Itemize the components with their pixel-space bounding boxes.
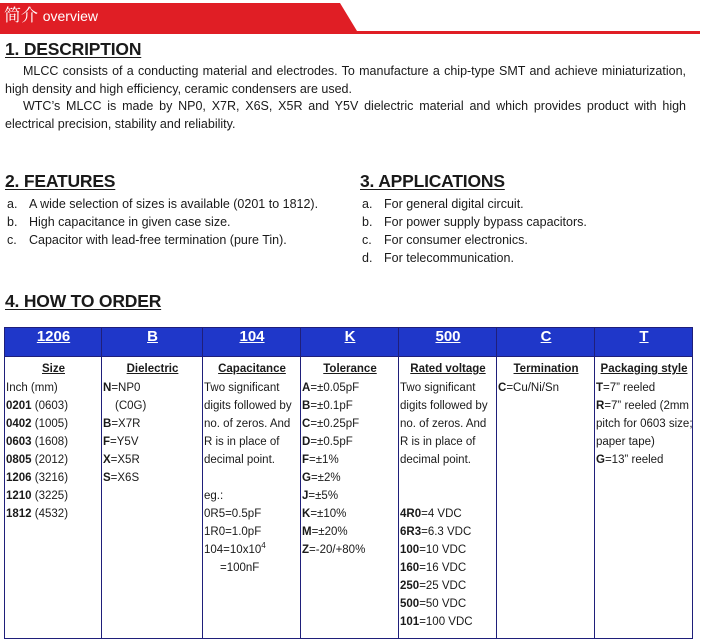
voltage-desc: digits followed by (400, 400, 488, 412)
feature-item: c. Capacitor with lead-free termination (pure Tin). (7, 233, 287, 247)
dielectric-row: B=X7R (103, 418, 141, 430)
code-tolerance: K (301, 328, 399, 357)
voltage-column (399, 357, 497, 639)
code-capacitance: 104 (203, 328, 301, 357)
packaging-row: pitch for 0603 size; (596, 418, 693, 430)
order-heading: 4. HOW TO ORDER (5, 291, 162, 311)
tolerance-row: K=±10% (302, 508, 347, 520)
packaging-row: R=7” reeled (2mm (596, 400, 689, 412)
capacitance-example: =100nF (220, 562, 260, 574)
size-column (5, 357, 102, 639)
application-item: d. For telecommunication. (362, 251, 514, 265)
features-list (7, 195, 318, 249)
description-heading: 1. DESCRIPTION (5, 39, 142, 59)
tolerance-row: D=±0.5pF (302, 436, 353, 448)
applications-heading: 3. APPLICATIONS (360, 171, 505, 191)
capacitance-desc: no. of zeros. And (204, 418, 291, 430)
voltage-row: 101=100 VDC (400, 616, 473, 628)
tolerance-row: F=±1% (302, 454, 339, 466)
packaging-row: paper tape) (596, 436, 655, 448)
packaging-column (595, 357, 693, 639)
code-voltage: 500 (399, 328, 497, 357)
banner-cn: 简介 (4, 6, 38, 25)
size-row: 1206 (3216) (6, 472, 69, 484)
termination-title: Termination (513, 363, 579, 375)
capacitance-title: Capacitance (218, 363, 286, 375)
banner-en: overview (42, 8, 98, 24)
code-dielectric: B (102, 328, 203, 357)
voltage-desc: no. of zeros. And (400, 418, 487, 430)
capacitance-desc: decimal point. (204, 454, 275, 466)
size-row: 0805 (2012) (6, 454, 69, 466)
features-heading: 2. FEATURES (5, 171, 116, 191)
size-title: Size (41, 363, 65, 375)
size-unit: Inch (mm) (6, 382, 58, 394)
voltage-title: Rated voltage (410, 363, 486, 375)
capacitance-eg: eg.: (204, 490, 224, 502)
feature-item: b. High capacitance in given case size. (7, 215, 231, 229)
applications-list (362, 195, 587, 267)
feature-item: a. A wide selection of sizes is available (0201 to 1812). (7, 197, 319, 211)
capacitance-column (203, 357, 301, 639)
voltage-row: 250=25 VDC (400, 580, 467, 592)
capacitance-desc: Two significant (204, 382, 280, 394)
packaging-title: Packaging style (600, 363, 688, 375)
banner-shape (0, 3, 700, 34)
packaging-row: G=13” reeled (596, 454, 664, 466)
termination-row: C=Cu/Ni/Sn (498, 382, 560, 394)
voltage-row: 500=50 VDC (400, 598, 467, 610)
description-para-1: MLCC consists of a conducting material and electrodes. To manufacture a chip-type SMT and achieve miniaturization, high density and high efficiency, ceramic condensers are used. (5, 64, 686, 96)
application-item: b. For power supply bypass capacitors. (362, 215, 587, 229)
tolerance-row: M=±20% (302, 526, 348, 538)
order-code-table (4, 327, 693, 639)
termination-column (497, 357, 595, 639)
dielectric-row: S=X6S (103, 472, 140, 484)
dielectric-row: F=Y5V (103, 436, 139, 448)
tolerance-row: B=±0.1pF (302, 400, 353, 412)
application-item: a. For general digital circuit. (362, 197, 524, 211)
voltage-desc: Two significant (400, 382, 476, 394)
size-row: 0402 (1005) (6, 418, 69, 430)
size-row: 1812 (4532) (6, 508, 69, 520)
code-header-row (5, 328, 693, 357)
size-row: 0201 (0603) (6, 400, 69, 412)
application-item: c. For consumer electronics. (362, 233, 528, 247)
packaging-row: T=7” reeled (596, 382, 656, 394)
tolerance-title: Tolerance (323, 363, 377, 375)
dielectric-title: Dielectric (126, 363, 179, 375)
tolerance-row: A=±0.05pF (302, 382, 360, 394)
voltage-row: 6R3=6.3 VDC (400, 526, 472, 538)
size-row: 1210 (3225) (6, 490, 69, 502)
tolerance-row: Z=-20/+80% (302, 544, 366, 556)
voltage-row: 100=10 VDC (400, 544, 467, 556)
capacitance-desc: digits followed by (204, 400, 292, 412)
capacitance-example: $104=10x10^4$ (204, 541, 266, 556)
code-detail-row (5, 357, 693, 639)
capacitance-example: 0R5=0.5pF (204, 508, 262, 520)
size-row: 0603 (1608) (6, 436, 69, 448)
banner-title (4, 5, 98, 27)
code-packaging: T (595, 328, 693, 357)
description-para-2: WTC’s MLCC is made by NP0, X7R, X6S, X5R and Y5V dielectric material and which provides product with high electrical precision, stability and reliability. (5, 99, 686, 131)
dielectric-row: X=X5R (103, 454, 140, 466)
voltage-desc: decimal point. (400, 454, 471, 466)
voltage-row: 4R0=4 VDC (400, 508, 462, 520)
overview-banner (0, 3, 700, 34)
capacitance-example: 1R0=1.0pF (204, 526, 262, 538)
tolerance-row: G=±2% (302, 472, 341, 484)
dielectric-row: N=NP0 (103, 382, 141, 394)
tolerance-column (301, 357, 399, 639)
tolerance-row: J=±5% (302, 490, 339, 502)
tolerance-row: C=±0.25pF (302, 418, 360, 430)
dielectric-row: (C0G) (115, 400, 147, 412)
capacitance-desc: R is in place of (204, 436, 280, 448)
code-termination: C (497, 328, 595, 357)
dielectric-column (102, 357, 203, 639)
code-size: 1206 (5, 328, 102, 357)
voltage-desc: R is in place of (400, 436, 476, 448)
voltage-row: 160=16 VDC (400, 562, 467, 574)
